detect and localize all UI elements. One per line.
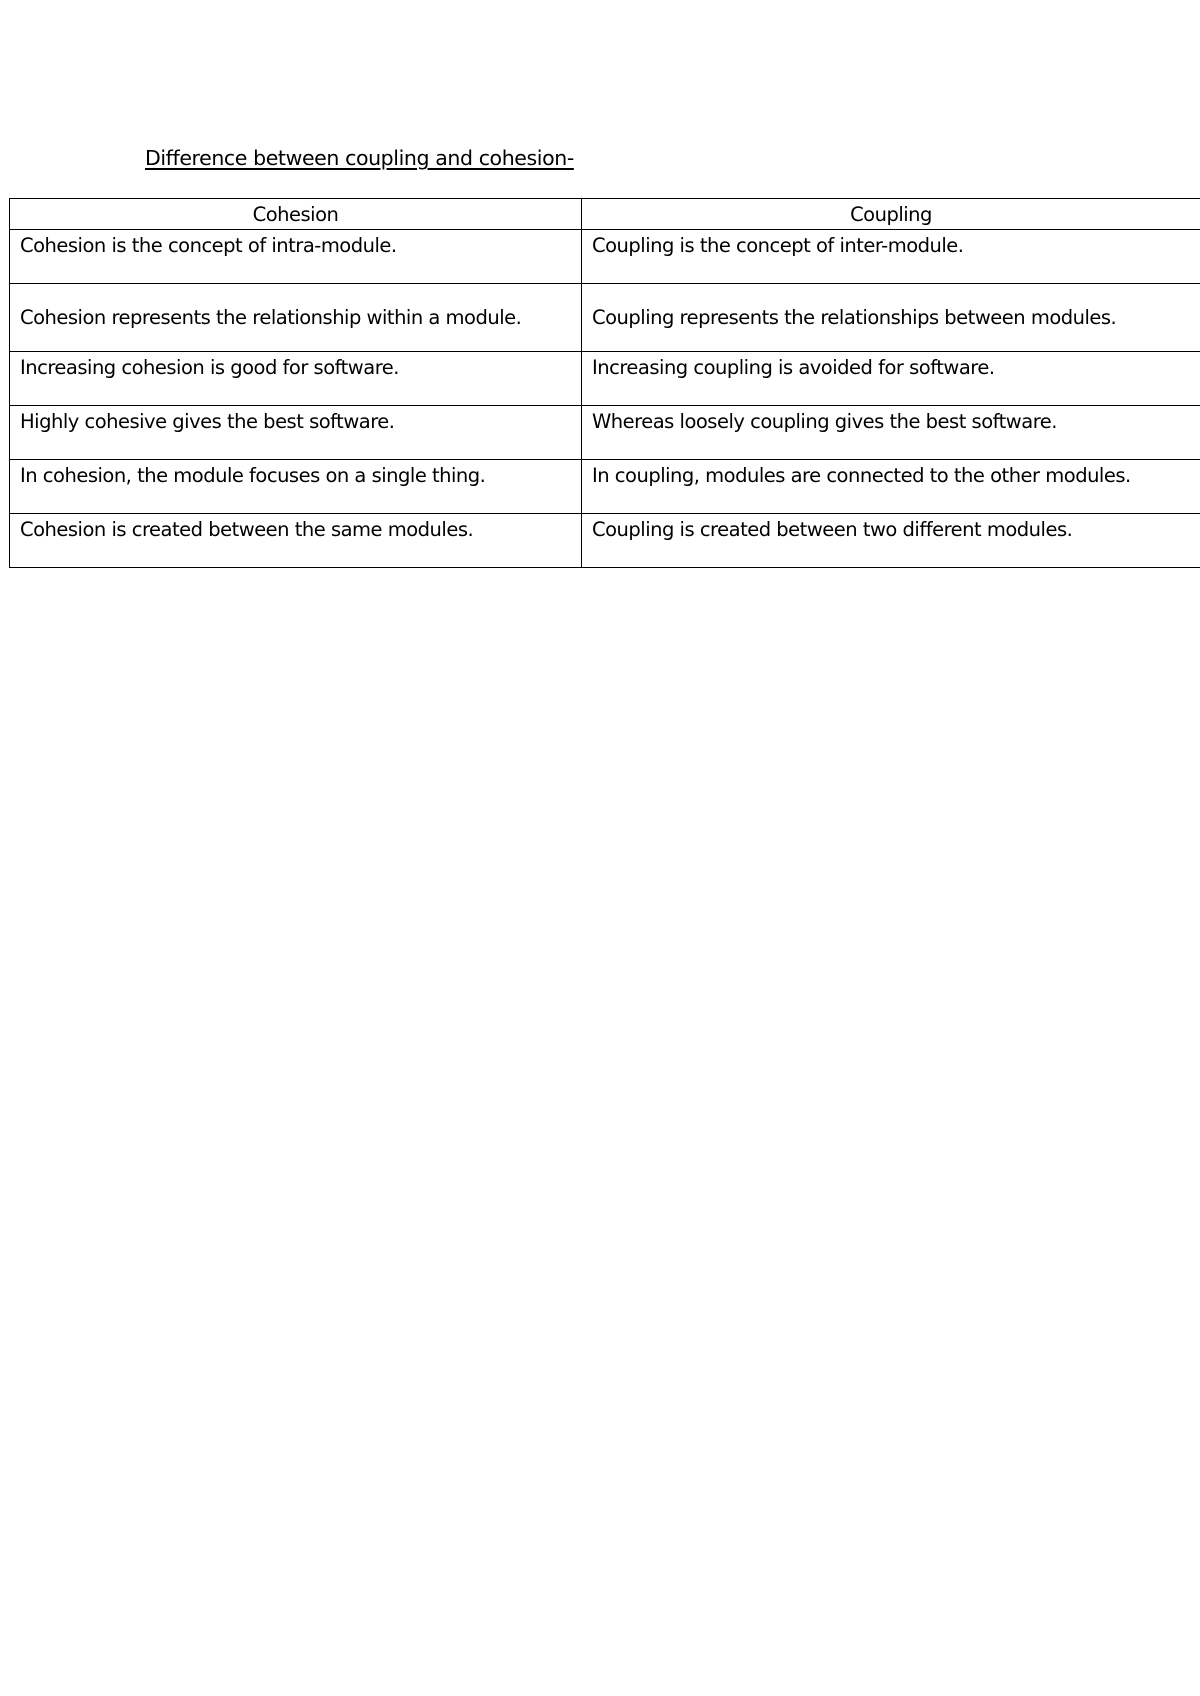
coupling-cell: Whereas loosely coupling gives the best software. [582, 406, 1200, 460]
table-row [10, 230, 1200, 284]
coupling-cell: In coupling, modules are connected to the other modules. [582, 460, 1200, 514]
table-row [10, 352, 1200, 406]
cohesion-cell: Highly cohesive gives the best software. [10, 406, 582, 460]
header-cohesion: Cohesion [10, 199, 582, 230]
cohesion-cell: In cohesion, the module focuses on a single thing. [10, 460, 582, 514]
table-header-row [10, 199, 1200, 230]
cohesion-cell: Cohesion is the concept of intra-module. [10, 230, 582, 284]
coupling-cell: Coupling is the concept of inter-module. [582, 230, 1200, 284]
header-coupling: Coupling [582, 199, 1200, 230]
cohesion-cell: Cohesion represents the relationship within a module. [10, 284, 582, 352]
cohesion-cell: Increasing cohesion is good for software. [10, 352, 582, 406]
coupling-cell: Coupling is created between two different modules. [582, 514, 1200, 568]
coupling-cell: Coupling represents the relationships between modules. [582, 284, 1200, 352]
comparison-table [9, 198, 1200, 568]
cohesion-cell: Cohesion is created between the same modules. [10, 514, 582, 568]
table-row [10, 284, 1200, 352]
page-title: Difference between coupling and cohesion- [145, 146, 574, 170]
table-row [10, 460, 1200, 514]
table-row [10, 514, 1200, 568]
coupling-cell: Increasing coupling is avoided for software. [582, 352, 1200, 406]
table-row [10, 406, 1200, 460]
